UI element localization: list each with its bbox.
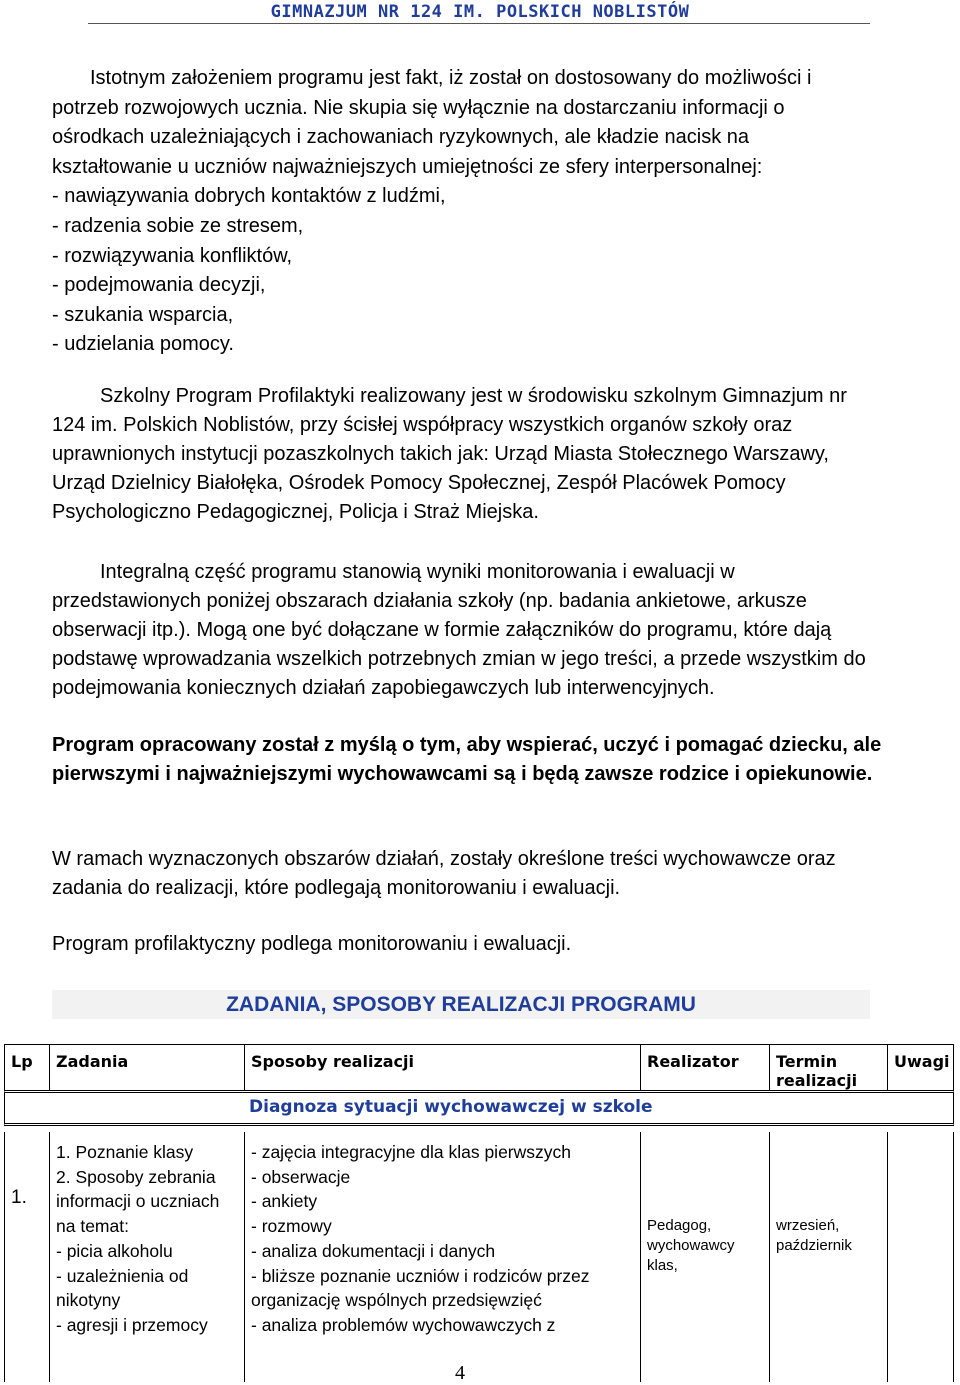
list-item: - rozwiązywania konfliktów, xyxy=(52,244,293,267)
cell-line: - analiza problemów wychowawczych z xyxy=(251,1314,556,1335)
section-title: ZADANIA, SPOSOBY REALIZACJI PROGRAMU xyxy=(52,990,870,1019)
intro-line-1: Istotnym założeniem programu jest fakt, iż został on dostosowany do możliwości i xyxy=(90,67,812,89)
paragraph-monitoring xyxy=(52,558,882,703)
list-item: - nawiązywania dobrych kontaktów z ludźmi, xyxy=(52,185,446,208)
intro-rest: potrzeb rozwojowych ucznia. Nie skupia się wyłącznie na dostarczaniu informacji o ośrodkach uzależniających i zachowaniach ryzykownych, ale kładzie nacisk na kształtowanie u uczniów najważniejszych umiejętności ze sfery interpersonalnej: xyxy=(52,96,785,178)
cell-line: - picia alkoholu xyxy=(56,1240,173,1261)
paragraph-text: Szkolny Program Profilaktyki realizowany jest w środowisku szkolnym Gimnazjum nr 124 im. Polskich Noblistów, przy ścisłej współpracy wszystkich organów szkoły oraz uprawnionych instytucji pozaszkolnych takich jak: Urząd Miasta Stołecznego Warszawy, Urząd Dzielnicy Białołęka, Ośrodek Pomocy Społecznej, Zespół Placówek Pomocy Psychologiczno Pedagogicznej, Policja i Straż Miejska. xyxy=(52,385,847,523)
header-termin: Termin realizacji xyxy=(769,1045,887,1091)
cell-line: - analiza dokumentacji i danych xyxy=(251,1240,496,1261)
header-lp: Lp xyxy=(11,1052,33,1071)
paragraph-areas: W ramach wyznaczonych obszarów działań, zostały określone treści wychowawcze oraz zadania do realizacji, które podlegają monitorowaniu i ewaluacji. xyxy=(52,848,836,899)
list-item: - radzenia sobie ze stresem, xyxy=(52,214,304,237)
list-item: - podejmowania decyzji, xyxy=(52,274,266,297)
cell-line: nikotyny xyxy=(56,1290,121,1311)
table-header-row xyxy=(4,1044,954,1090)
cell-sposoby xyxy=(244,1132,640,1382)
cell-line: informacji o uczniach xyxy=(56,1191,220,1212)
paragraph-evaluation: Program profilaktyczny podlega monitorowaniu i ewaluacji. xyxy=(52,933,572,955)
intro-paragraph xyxy=(52,64,872,360)
cell-zadania xyxy=(49,1132,244,1382)
list-item: - szukania wsparcia, xyxy=(52,303,234,326)
page-number: 4 xyxy=(455,1362,465,1384)
paragraph-text: Integralną część programu stanowią wyniki monitorowania i ewaluacji w przedstawionych poniżej obszarach działania szkoły (np. badania ankietowe, arkusze obserwacji itp.). Mogą one być dołączane w formie załączników do programu, które dają podstawę wprowadzania wszelkich potrzebnych zmian w jego treści, a przede wszystkim do podejmowania koniecznych działań zapobiegawczych lub interwencyjnych. xyxy=(52,561,866,699)
cell-realizator: Pedagog, wychowawcy klas, xyxy=(640,1132,769,1382)
table-section-row: Diagnoza sytuacji wychowawczej w szkole xyxy=(4,1090,954,1126)
page-header-title: GIMNAZJUM NR 124 IM. POLSKICH NOBLISTÓW xyxy=(270,2,690,22)
header-realizator: Realizator xyxy=(640,1045,769,1091)
cell-line: na temat: xyxy=(56,1216,129,1237)
cell-line: - uzależnienia od xyxy=(56,1265,189,1286)
cell-line: 1. Poznanie klasy xyxy=(56,1142,194,1162)
cell-line: - ankiety xyxy=(251,1191,318,1212)
cell-line: - agresji i przemocy xyxy=(56,1314,208,1335)
table-row xyxy=(4,1132,954,1382)
cell-line: - bliższe poznanie uczniów i rodziców przez xyxy=(251,1265,590,1286)
cell-line: organizację wspólnych przedsięwzięć xyxy=(251,1290,542,1311)
header-rule xyxy=(88,23,870,24)
header-sposoby: Sposoby realizacji xyxy=(244,1045,640,1091)
cell-lp: 1. xyxy=(11,1187,27,1208)
cell-line: - obserwacje xyxy=(251,1166,351,1187)
cell-uwagi xyxy=(887,1132,953,1382)
paragraph-parents-bold: Program opracowany został z myślą o tym, aby wspierać, uczyć i pomagać dziecku, ale pierwszymi i najważniejszymi wychowawcami są i będą zawsze rodzice i opiekunowie. xyxy=(52,734,882,785)
header-zadania: Zadania xyxy=(49,1045,244,1091)
paragraph-program-school xyxy=(52,382,882,527)
list-item: - udzielania pomocy. xyxy=(52,333,234,356)
header-uwagi: Uwagi xyxy=(887,1045,953,1091)
cell-line: 2. Sposoby zebrania xyxy=(56,1166,216,1187)
cell-line: - zajęcia integracyjne dla klas pierwszych xyxy=(251,1142,571,1162)
cell-termin: wrzesień, październik xyxy=(769,1132,887,1382)
cell-line: - rozmowy xyxy=(251,1216,332,1237)
